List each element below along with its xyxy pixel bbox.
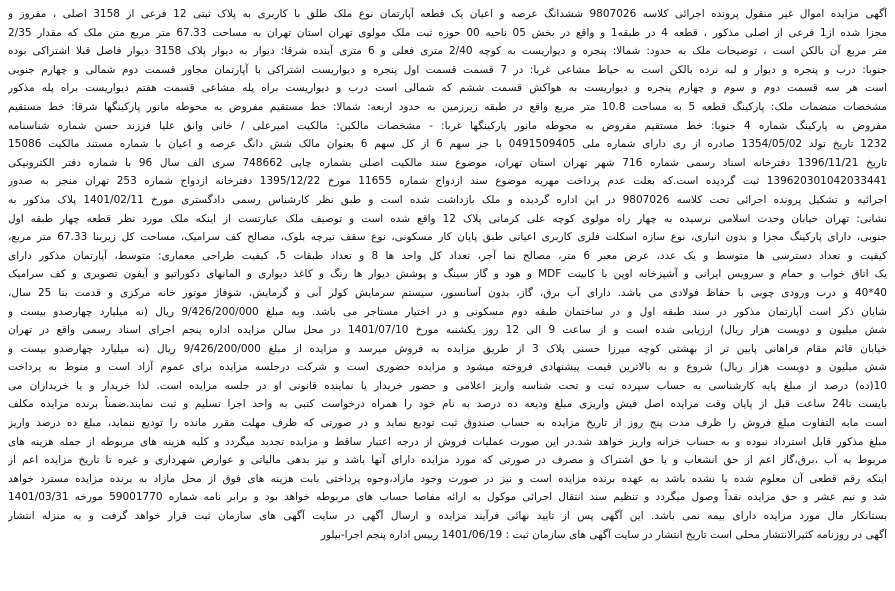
- notice-line: است مابه التفاوت مبلغ فروش را ظرف مدت پنج روز از تاریخ مزایده به حساب صندوق ثبت تودیع نماید و در صورتی که ظرف مهلت مقرر مانده را تودیع ننماید، مبلغ ده درصد واریز: [8, 417, 887, 430]
- notice-line: شش میلیون و دویست هزار ریال) شروع و به بالاترین قیمت پیشنهادی فروخته میشود و مزایده حضوری است و شرکت درجلسه مزایده برای عموم آزاد است و منوط به پرداخت: [8, 361, 887, 374]
- notice-line: شایان ذکر است آپارتمان مذکور در سند طبقه اول و در ساختمان طبقه دوم مسکونی و در اختیار مستاجر می باشد. وبه مبلغ 9/426/200/000 ریال (نه میلیارد چهارصدو بیست و: [8, 305, 887, 318]
- notice-line: مشخصات منضمات ملک: پارکینگ قطعه 5 به مساحت 10.8 متر مربع واقع در طبقه زیرزمین به حدود اربعه: شمالا: خط مستقیم مفروض به محوطه مانور پارکینگها شرقا: خط مستقیم: [8, 100, 887, 113]
- notice-line: شش میلیون و دویست هزار ریال) ارزیابی شده است و از ساعت 9 الی 12 روز یکشنبه مورخ 1401/07/10 در محل سالن مزایده اداره پنجم اجرای اسناد رسمی واقع در تهران: [8, 324, 887, 337]
- notice-line: متر مربع آن بالکن است ، توضیحات ملک به حدود: شمالا: پنجره و دیواریست به کوچه 2/40 متری فعلی و 6 متری آینده شرقا: دیوار به دیوار پلاک 3158 دیوار فاصل قبلا اشتراکی بوده: [8, 45, 887, 58]
- notice-line: خیابان قائم مقام فراهانی پایین تر از بهشتی کوچه میرزا حسنی پلاک 3 از طریق مزایده به فروش میرسد و مزایده از مبلغ 9/426/200/000 ریال (نه میلیارد چهارصدو بیست و: [8, 342, 887, 355]
- notice-line: بستانکار مال مورد مزایده دارای بیمه نمی باشد. این آگهی پس از تایید نهائی فرآیند مزایده و ارسال آگهی در سایت آگهی های سازمان ثبت قرار خواهد گرفت و به منزله انتشار: [8, 510, 887, 523]
- notice-line: آگهی مزایده اموال غیر منقول پرونده اجرائی کلاسه 9807026 ششدانگ عرصه و اعیان یک قطعه آپارتمان نوع ملک طلق با کاربری به پلاک ثبتی 12 فرعی از 3158 اصلی ، مفروز و: [8, 8, 887, 20]
- notice-line: مجزا شده از1 فرعی از اصلی مذکور ، قطعه 4 در طبقه1 و واقع در بخش 05 ناحیه 00 حوزه ثبت ملک مولوی تهران استان تهران به مساحت 67.33 متر مربع متن ملک که مقدار 2/35: [8, 26, 887, 39]
- notice-line: مبلغ مذکور قابل استرداد نبوده و به حساب خزانه واریز خواهد شد.در این صورت عملیات فروش از درجه اعتبار ساقط و مزایده تجدید میگردد و کلیه هزینه های مربوطه از جمله هزینه های: [8, 435, 887, 448]
- notice-line: جنوبی، دارای پارکینگ مجزا و بدون انباری، نوع سازه اسکلت فلزی کاربری اعیانی طبق پایان کار مسکونی، نوع سقف تیرچه بلوک، مصالح کف سرامیک، مساحت کل زیربنا 67.33 متر مربع،: [8, 231, 887, 244]
- notice-line: نشانی: تهران خیابان وحدت اسلامی نرسیده به چهار راه مولوی کوچه علی کرمانی پلاک 12 واقع شده است و توصیف ملک عبارتست از اینکه ملک مورد نظر قطعه چهار طبقه اول: [8, 212, 887, 225]
- notice-line: مربوط به آب ،برق،گاز اعم از حق انشعاب و یا حق اشتراک و مصرف در صورتی که مورد مزایده دارای آنها باشد و نیز بدهی مالیاتی و عوارض شهرداری و غیره تا تاریخ مزایده اعم از: [8, 454, 887, 467]
- notice-line: 1232 تاریخ تولد 1354/05/02 صادره از ری دارای شماره ملی 0491509405 با جز سهم 6 از کل سهم 6 بعنوان مالک شش دانگ عرصه و اعیان با شماره مستند مالکیت 15086: [8, 138, 887, 151]
- notice-line: 10(ده) درصد از مبلغ پایه کارشناسی به حساب سپرده ثبت و تحت شناسه واریز اعلامی و حضور خریدار یا نماینده قانونی او در جلسه مزایده است. لذا خریدار و یا خریداران می: [8, 379, 887, 392]
- notice-line: جنوبا: درب و پنجره و دیوار و لبه نرده بالکن است به حیاط مشاعی غربا: در 7 قسمت قسمت اول پنجره و دیواریست اشتراکی با آپارتمان مجاور قسمت دوم شمالی و چهارم جنوبی: [8, 63, 887, 76]
- notice-line: یک اتاق خواب و حمام و سرویس ایرانی و آشپزخانه اوپن با کابینت MDF و هود و گاز سینگ و پوشش دیوار ها رنگ و کاغذ دیواری و المانهای دکوراتیو و آیفون تصویری و کف سرامیک: [8, 268, 887, 281]
- notice-line: تاریخ 1396/11/21 دفترخانه اسناد رسمی شماره 716 شهر تهران استان تهران، موضوع سند مالکیت اصلی بشماره چاپی 748662 سری الف سال 96 با شماره دفتر الکترونیکی: [8, 156, 887, 169]
- notice-line: مفروض به پارکینگ شماره 4 جنوبا: خط مستقیم مفروض به محوطه مانور پارکینگها غربا: - مشخصات مالکین: مالکیت امیرعلی / خانی وانق علیا فرزند حسن شماره شناسنامه: [8, 119, 887, 132]
- notice-line: است هر سه قسمت دوم و سوم و چهارم پنجره و دیواریست به هواکش قسمت ششم که شمالی است درب و دیواریست براه پله مشاعی قسمت هفتم دیواریست براه پله مذکور: [8, 82, 887, 95]
- notice-line: آگهی در روزنامه کثیرالانتشار محلی است تاریخ انتشار در سایت آگهی های سازمان ثبت : 1401/06/19 رییس اداره پنجم اجرا-بیلور: [320, 528, 887, 541]
- notice-line: شد و نیم عشر و حق مزایده نقداً وصول میگردد و تنظیم سند انتقال اجرائی موکول به ارائه مفاصا حساب های مربوطه خواهد بود و برابر نامه شماره 59001770 مورخه 1401/03/31: [8, 491, 887, 504]
- notice-line: 40*40 و درب ورودی چوبی با حفاظ فولادی می باشد. دارای آب برق، گاز، بدون آسانسور، سیستم سرمایش کولر آبی و گرمایش، شوفاژ موتور خانه مرکزی و قدمت بنا 25 سال،: [8, 286, 887, 299]
- notice-line: اینکه رقم قطعی آن معلوم شده یا نشده باشد به عهده برنده مزایده است و نیز در صورت وجود مازاد،وجوه پرداختی بابت هزینه های فوق از محل مازاد به برنده مزایده مسترد خواهد: [8, 472, 887, 485]
- notice-line: 139620301042033441 ثبت گردیده است.که بعلت عدم پرداخت مهریه موضوع سند ازدواج شماره 11655 مورخ 1395/12/22 دفترخانه ازدواج شماره 253 تهران منجر به صدور: [8, 175, 887, 188]
- notice-line: کیفیت و تعداد دسترسی ها متوسط و یک عدد، عرض معبر 6 متر، مصالح نما آجر، تعداد کل واحد ها 8 و تعداد طبقات 5، کیفیت طراحی معماری: متوسط، آپارتمان مذکور دارای: [8, 249, 887, 262]
- notice-line: اجرائیه و تشکیل پرونده اجرائی تحت کلاسه 9807026 در این اداره گردیده و ملک بازداشت شده است و طبق نظر کارشناس رسمی دادگستری مورخ 1401/02/11 پلاک مذکور به: [8, 193, 887, 206]
- notice-line: بایست تا24 ساعت قبل از پایان وقت مزایده اصل فیش واریزی مبلغ ودیعه ده درصد به نام خود را همراه درخواست کتبی به واحد اجرا تسلیم و ثبت نمایند.ضمناً برنده مزایده مکلف: [8, 398, 887, 411]
